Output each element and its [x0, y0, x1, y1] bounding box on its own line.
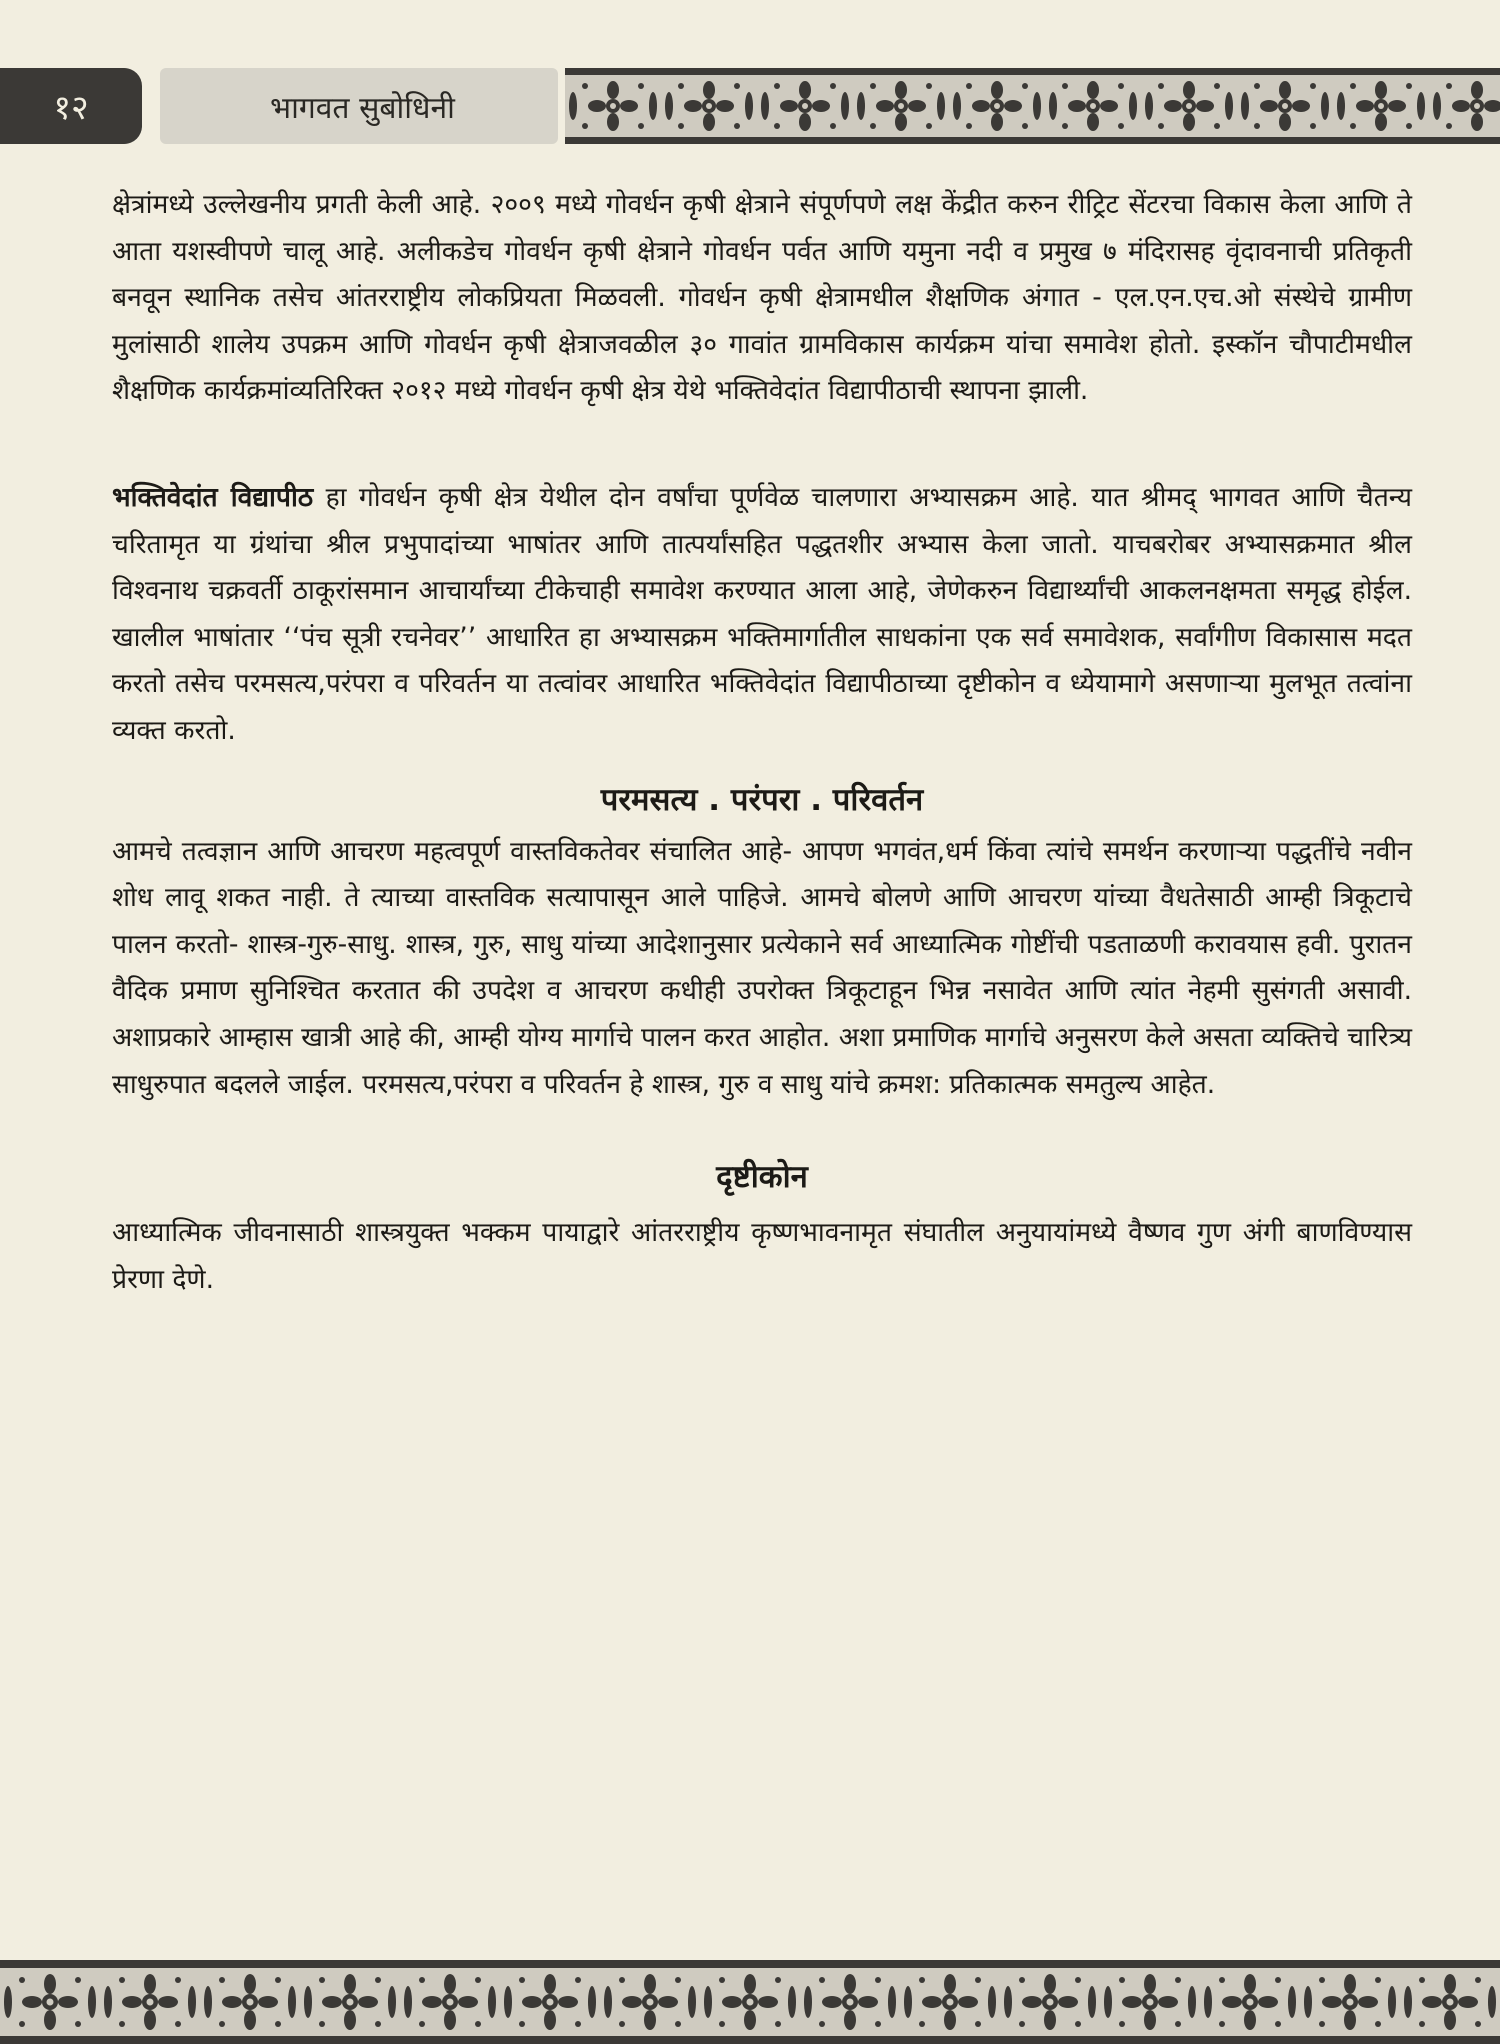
running-title: भागवत सुबोधिनी	[160, 68, 558, 144]
floral-border-top-icon	[565, 68, 1500, 144]
paragraph-bhaktivedanta-vidyapeeth	[112, 475, 1412, 755]
page-body	[112, 182, 1412, 1303]
section-heading: दृष्टीकोन	[716, 1159, 808, 1196]
paragraph-philosophy: आमचे तत्वज्ञान आणि आचरण महत्वपूर्ण वास्तविकतेवर संचालित आहे- आपण भगवंत,धर्म किंवा त्यांचे समर्थन करणाऱ्या पद्धतींचे नवीन शोध लावू शकत नाही. ते त्याच्या वास्तविक सत्यापासून आले पाहिजे. आमचे बोलणे आणि आचरण यांच्या वैधतेसाठी आम्ही त्रिकूटाचे पालन करतो- शास्त्र-गुरु-साधु. शास्त्र, गुरु, साधु यांच्या आदेशानुसार प्रत्येकाने सर्व आध्यात्मिक गोष्टींची पडताळणी करावयास हवी. पुरातन वैदिक प्रमाण सुनिश्चित करतात की उपदेश व आचरण कधीही उपरोक्त त्रिकूटाहून भिन्न नसावेत आणि त्यांत नेहमी सुसंगती असावी. अशाप्रकारे आम्हास खात्री आहे की, आम्ही योग्य मार्गाचे पालन करत आहोत. अशा प्रमाणिक मार्गाचे अनुसरण केले असता व्यक्तिचे चारित्र्य साधुरुपात बदलले जाईल. परमसत्य,परंपरा व परिवर्तन हे शास्त्र, गुरु व साधु यांचे क्रमश: प्रतिकात्मक समतुल्य आहेत.	[112, 835, 1412, 1100]
page-number: १२	[0, 68, 142, 144]
paragraph-text: हा गोवर्धन कृषी क्षेत्र येथील दोन वर्षांचा पूर्णवेळ चालणारा अभ्यासक्रम आहे. यात श्रीमद् भागवत आणि चैतन्य चरितामृत या ग्रंथांचा श्रील प्रभुपादांच्या भाषांतर आणि तात्पर्यांसहित पद्धतशीर अभ्यास केला जातो. याचबरोबर अभ्यासक्रमात श्रील विश्वनाथ चक्रवर्ती ठाकूरांसमान आचार्यांच्या टीकेचाही समावेश करण्यात आला आहे, जेणेकरुन विद्यार्थ्यांची आकलनक्षमता समृद्ध होईल. खालील भाषांतार ‘‘पंच सूत्री रचनेवर’’ आधारित हा अभ्यासक्रम भक्तिमार्गातील साधकांना एक सर्व समावेशक, सर्वांगीण विकासास मदत करतो तसेच परमसत्य,परंपरा व परिवर्तन या तत्वांवर आधारित भक्तिवेदांत विद्यापीठाच्या दृष्टीकोन व ध्येयामागे असणाऱ्या मुलभूत तत्वांना व्यक्त करतो.	[112, 481, 1412, 746]
floral-border-bottom-icon	[0, 1960, 1500, 2044]
page-header	[0, 68, 1500, 144]
paragraph-vision: आध्यात्मिक जीवनासाठी शास्त्रयुक्त भक्कम पायाद्वारे आंतरराष्ट्रीय कृष्णभावनामृत संघातील अनुयायांमध्ये वैष्णव गुण अंगी बाणविण्यास प्रेरणा देणे.	[112, 1217, 1412, 1295]
paragraph-goverdhan-progress: क्षेत्रांमध्ये उल्लेखनीय प्रगती केली आहे. २००९ मध्ये गोवर्धन कृषी क्षेत्राने संपूर्णपणे लक्ष केंद्रीत करुन रीट्रिट सेंटरचा विकास केला आणि ते आता यशस्वीपणे चालू आहे. अलीकडेच गोवर्धन कृषी क्षेत्राने गोवर्धन पर्वत आणि यमुना नदी व प्रमुख ७ मंदिरासह वृंदावनाची प्रतिकृती बनवून स्थानिक तसेच आंतरराष्ट्रीय लोकप्रियता मिळवली. गोवर्धन कृषी क्षेत्रामधील शैक्षणिक अंगात - एल.एन.एच.ओ संस्थेचे ग्रामीण मुलांसाठी शालेय उपक्रम आणि गोवर्धन कृषी क्षेत्राजवळील ३० गावांत ग्रामविकास कार्यक्रम यांचा समावेश होतो. इस्कॉन चौपाटीमधील शैक्षणिक कार्यक्रमांव्यतिरिक्त २०१२ मध्ये गोवर्धन कृषी क्षेत्र येथे भक्तिवेदांत विद्यापीठाची स्थापना झाली.	[112, 189, 1412, 407]
section-heading: परमसत्य . परंपरा . परिवर्तन	[600, 781, 924, 818]
bold-term: भक्तिवेदांत विद्यापीठ	[112, 481, 314, 513]
